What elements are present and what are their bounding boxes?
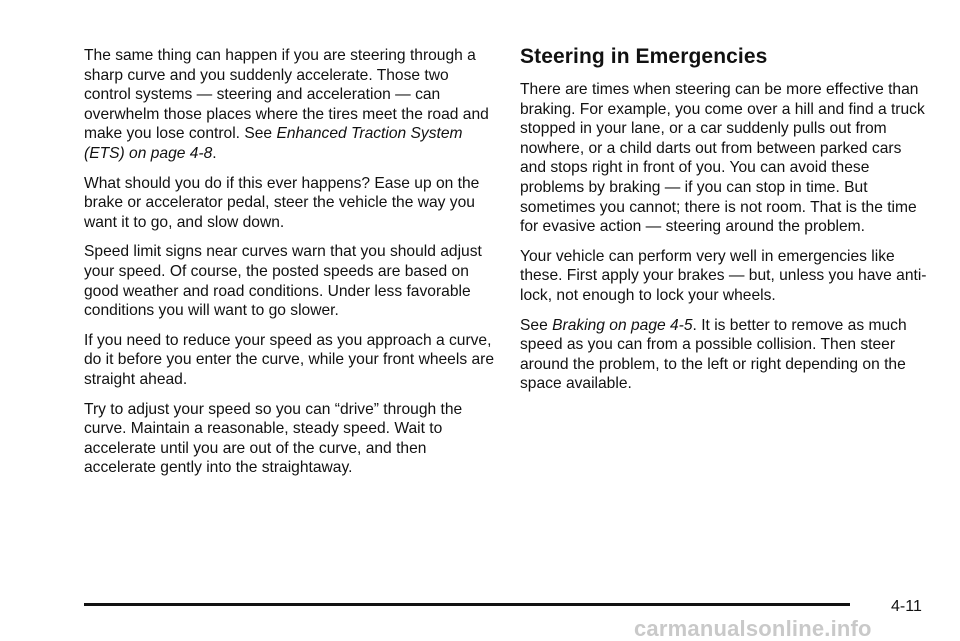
left-column: [84, 46, 496, 488]
paragraph: Try to adjust your speed so you can “drive” through the curve. Maintain a reasonable, steady speed. Wait to accelerate until you are out of the curve, and then accelerate gently into the straightaway.: [84, 400, 463, 477]
paragraph: What should you do if this ever happens? Ease up on the brake or accelerator pedal, steer the vehicle the way you want it to go, and slow down.: [84, 174, 480, 231]
paragraph: There are times when steering can be more effective than braking. For example, you come over a hill and find a truck stopped in your lane, or a car suddenly pulls out from nowhere, or a child darts out from between parked cars and stops right in front of you. You can avoid these problems by braking — if you can stop in time. But sometimes you cannot; there is not room. That is the time for evasive action — steering around the problem.: [520, 81, 925, 236]
footer-rule: [84, 603, 850, 606]
paragraph: [520, 316, 930, 394]
paragraph-text: The same thing can happen if you are steering through a sharp curve and you suddenly accelerate. Those two control systems — steering and acceleration — can overwhelm those places where the tires meet the road and make you lose control. See: [84, 47, 489, 143]
watermark: carmanualsonline.info: [634, 616, 872, 641]
paragraph: [84, 46, 496, 164]
paragraph-text: .: [212, 144, 217, 162]
cross-reference-link: Braking on page 4-5: [552, 316, 693, 334]
section-heading: Steering in Emergencies: [520, 45, 768, 68]
paragraph: If you need to reduce your speed as you approach a curve, do it before you enter the curve, while your front wheels are straight ahead.: [84, 331, 494, 388]
paragraph: Speed limit signs near curves warn that you should adjust your speed. Of course, the posted speeds are based on good weather and road conditions. Under less favorable conditions you will want to go slower.: [84, 243, 482, 320]
right-column: [520, 44, 930, 404]
page-number: 4-11: [891, 598, 922, 615]
paragraph: Your vehicle can perform very well in emergencies like these. First apply your brakes — but, unless you have anti-lock, not enough to lock your wheels.: [520, 247, 927, 304]
paragraph-text: See: [520, 316, 553, 334]
cross-reference-link: Enhanced Traction System (ETS) on page 4-8: [84, 125, 463, 162]
paragraph-text: . It is better to remove as much speed as you can from a possible collision. Then steer around the problem, to the left or right depending on the space available.: [520, 316, 907, 393]
